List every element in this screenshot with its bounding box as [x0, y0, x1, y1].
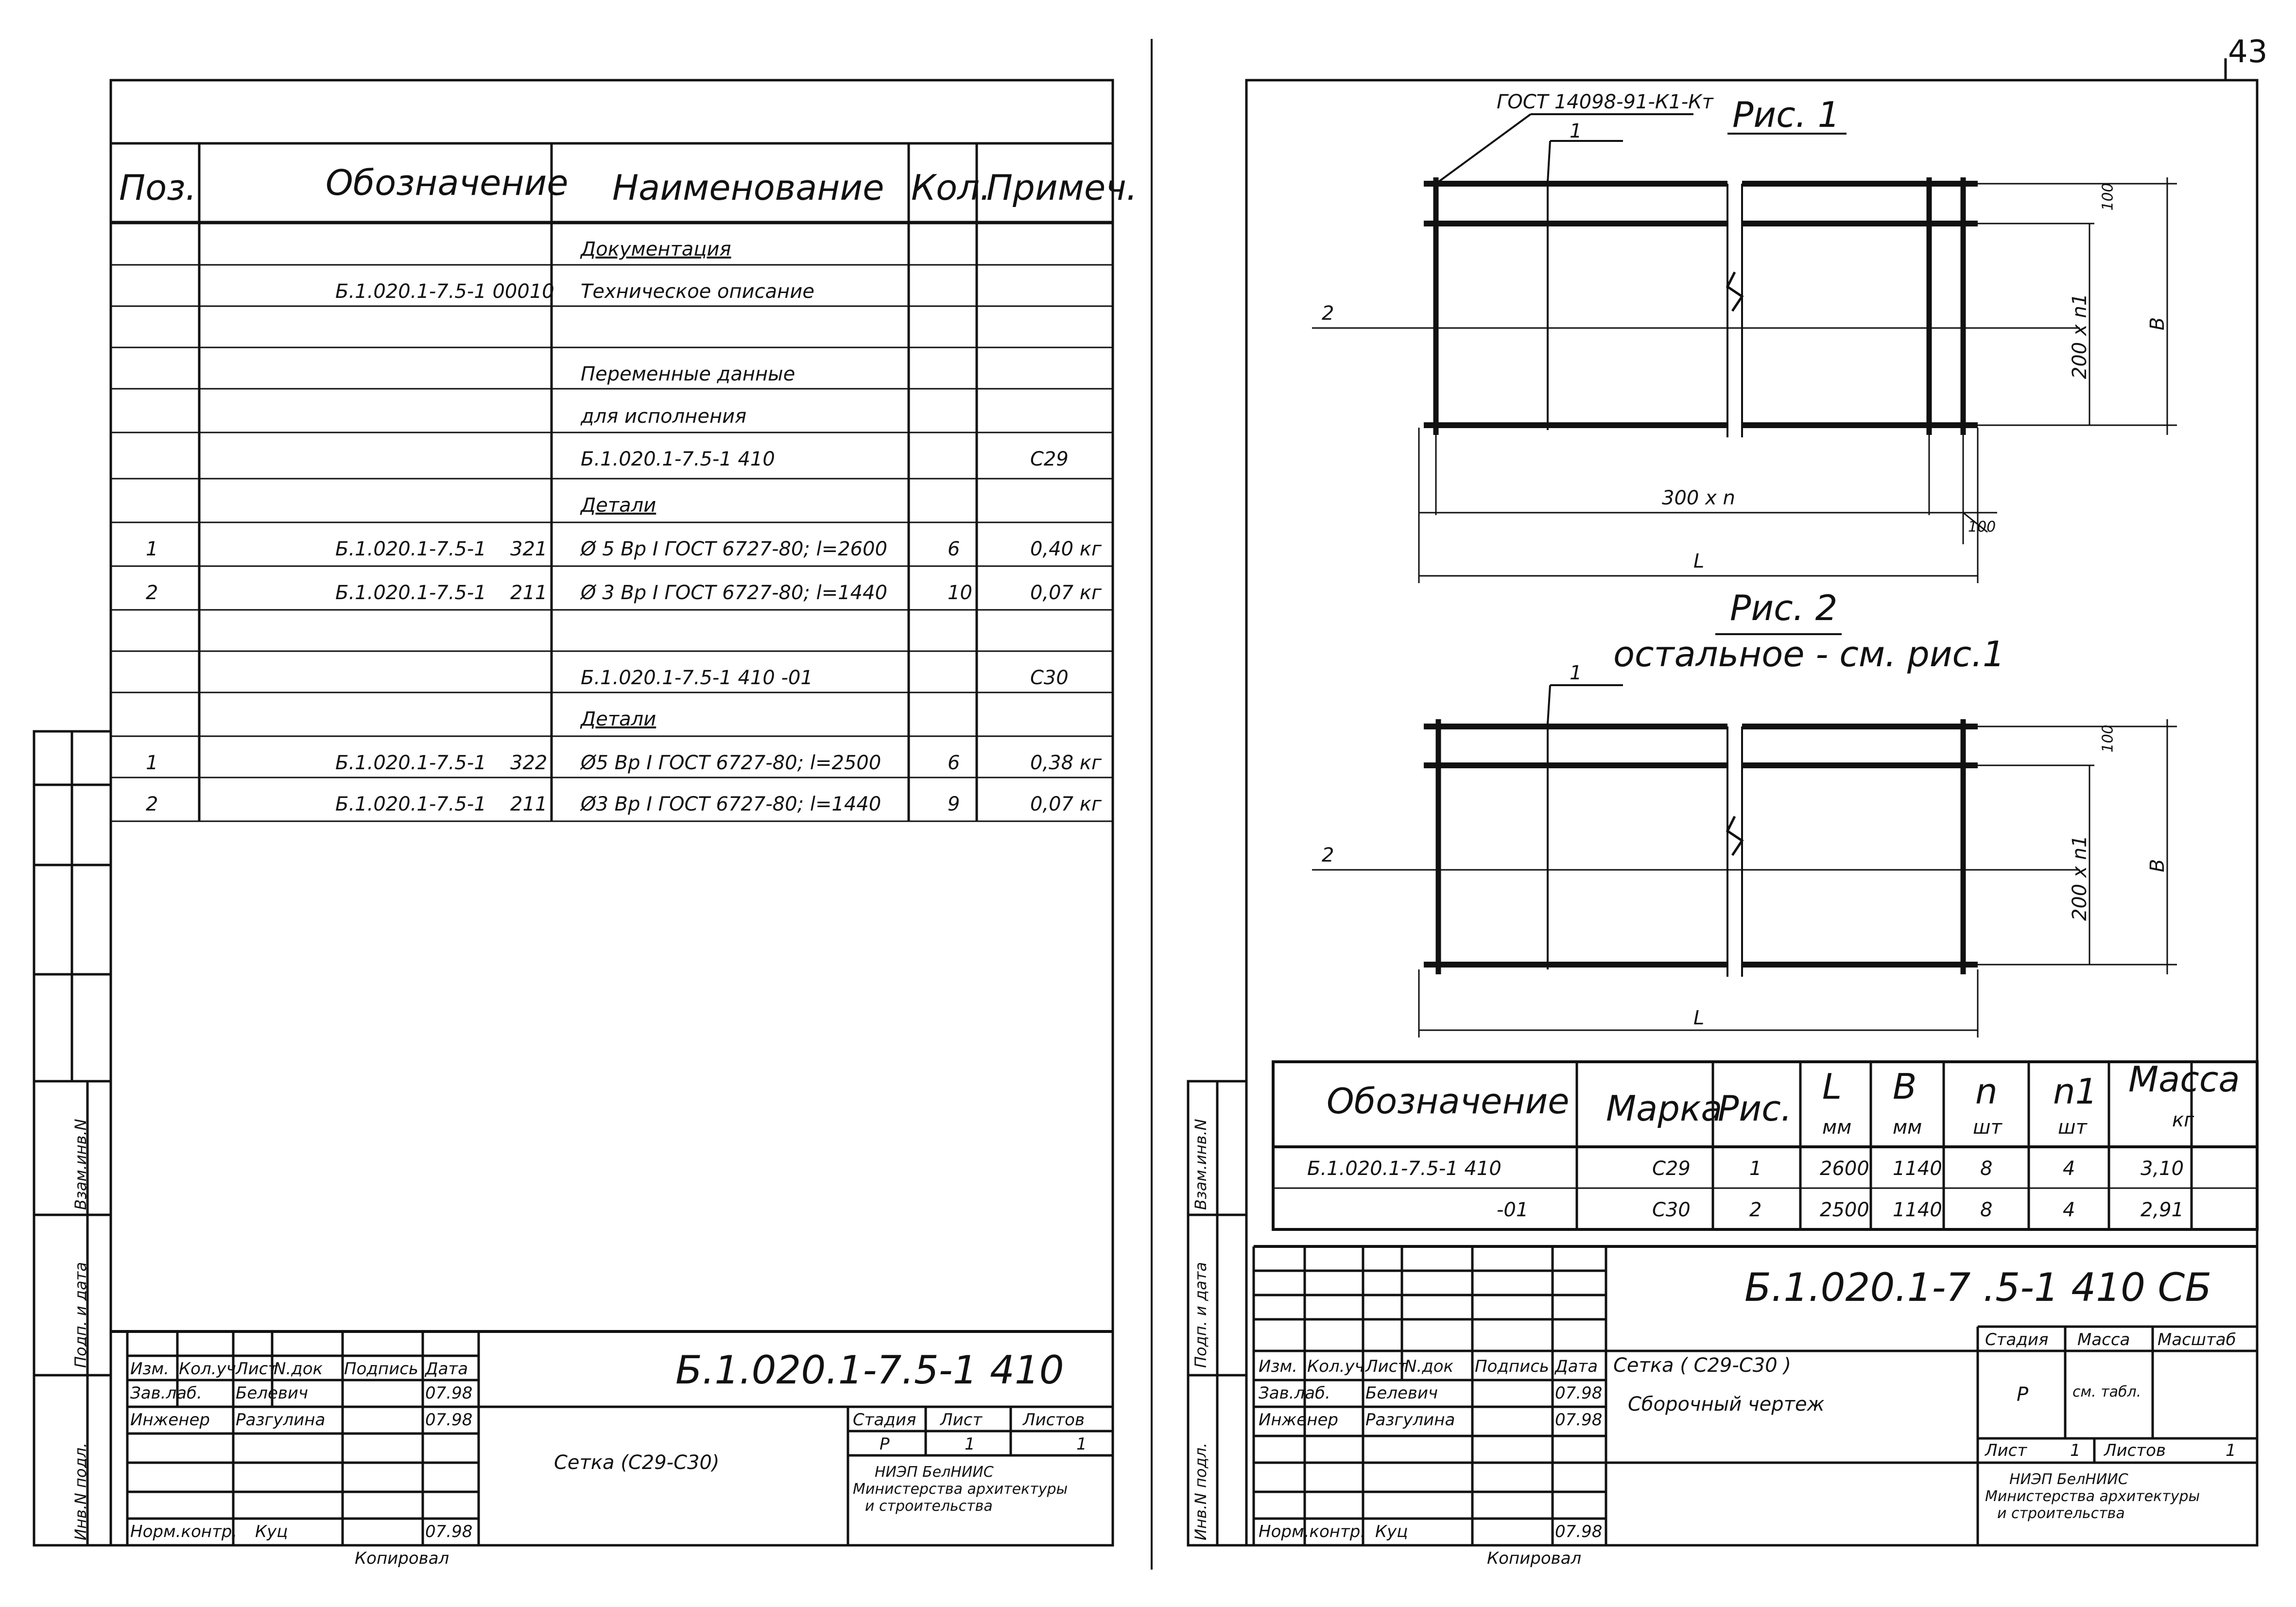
- left-name-2: Куц: [255, 1522, 288, 1541]
- right-name-2: Куц: [1375, 1522, 1408, 1541]
- variant-cell-mass: 2,91: [2141, 1199, 2184, 1221]
- spec-row-pos: 1: [146, 538, 158, 560]
- left-stage: Р: [880, 1434, 890, 1454]
- spec-row-note: 0,40 кг: [1030, 538, 1102, 560]
- variant-cell-fig: 2: [1749, 1199, 1762, 1221]
- right-sheet: 1: [2070, 1441, 2081, 1460]
- left-stamp-code: Б.1.020.1-7.5-1 410: [675, 1348, 1064, 1393]
- side-label-left-0: Взам.инв.N: [71, 1119, 90, 1210]
- variant-cell-mark: С30: [1652, 1199, 1691, 1221]
- right-stamp-title1: Сетка ( С29-С30 ): [1613, 1354, 1791, 1377]
- spec-row-name: Ø5 Вр I ГОСТ 6727-80; l=2500: [581, 752, 881, 774]
- spec-header-note: Примеч.: [986, 167, 1138, 208]
- right-org-0: НИЭП БелНИИС: [2009, 1471, 2128, 1488]
- spec-header-pos: Поз.: [119, 167, 197, 208]
- variant-cell-fig: 1: [1749, 1158, 1762, 1180]
- right-stage-label: Стадия: [1985, 1330, 2049, 1349]
- var-header-designation: Обозначение: [1327, 1081, 1570, 1122]
- right-org-1: Министерства архитектуры: [1985, 1488, 2200, 1505]
- right-stage: Р: [2017, 1383, 2029, 1406]
- right-sheet-label: Лист: [1985, 1441, 2027, 1460]
- spec-row-qty: 6: [948, 538, 960, 560]
- left-sheets-label: Листов: [1023, 1410, 1085, 1430]
- variant-cell-mass: 3,10: [2141, 1158, 2184, 1180]
- page-number: 43: [2228, 34, 2268, 70]
- right-stamp-code: Б.1.020.1-7 .5-1 410 СБ: [1744, 1265, 2212, 1310]
- fig1-dim-200n1: 200 x n1: [2069, 293, 2091, 379]
- spec-row-designation: Б.1.020.1-7.5-1: [335, 793, 486, 815]
- left-sheet-label: Лист: [940, 1410, 983, 1430]
- spec-row-name: Переменные данные: [581, 363, 795, 385]
- spec-row-note: 0,07 кг: [1030, 793, 1102, 815]
- var-header-mark: Марка: [1606, 1088, 1723, 1129]
- var-header-L: L: [1822, 1066, 1842, 1107]
- left-col-date: Дата: [425, 1359, 468, 1379]
- spec-row-pos: 2: [146, 793, 158, 815]
- fig2-dim-B: B: [2146, 859, 2169, 872]
- var-header-n1: n1: [2053, 1071, 2098, 1112]
- spec-row-pos: 2: [146, 582, 158, 604]
- left-date-1: 07.98: [425, 1410, 473, 1430]
- right-role-2: Норм.контр.: [1259, 1522, 1366, 1541]
- spec-row-designation: Б.1.020.1-7.5-1: [335, 582, 486, 604]
- spec-row-name: Ø3 Вр I ГОСТ 6727-80; l=1440: [581, 793, 881, 815]
- spec-row-qty: 9: [948, 793, 960, 815]
- side-label-left-2: Инв.N подл.: [71, 1442, 90, 1540]
- var-header-B-unit: мм: [1893, 1116, 1922, 1139]
- variant-cell-designation: -01: [1497, 1199, 1529, 1221]
- left-date-2: 07.98: [425, 1522, 473, 1541]
- left-col-kol: Кол.уч: [179, 1359, 236, 1379]
- right-org-2: и строительства: [1997, 1505, 2125, 1522]
- var-header-n1-unit: шт: [2058, 1116, 2087, 1139]
- side-label-right-0: Взам.инв.N: [1191, 1119, 1210, 1210]
- left-name-0: Белевич: [236, 1383, 309, 1403]
- right-sheets: 1: [2226, 1441, 2236, 1460]
- spec-row-name: Документация: [581, 238, 731, 260]
- spec-row-name: Б.1.020.1-7.5-1 410: [581, 448, 775, 470]
- var-header-mass: Масса: [2128, 1059, 2240, 1100]
- var-header-B: B: [1893, 1066, 1917, 1107]
- spec-header-name: Наименование: [612, 167, 884, 208]
- fig2-pos1: 1: [1570, 662, 1582, 684]
- gost-callout: ГОСТ 14098-91-К1-Кт: [1497, 91, 1713, 113]
- spec-row-name: Детали: [581, 494, 656, 517]
- spec-row-note: С29: [1030, 448, 1069, 470]
- var-header-fig: Рис.: [1718, 1088, 1792, 1129]
- variant-cell-n: 8: [1980, 1199, 1993, 1221]
- spec-row-pos: 1: [146, 752, 158, 774]
- side-label-right-1: Подп. и дата: [1191, 1262, 1210, 1368]
- side-label-right-2: Инв.N подл.: [1191, 1442, 1210, 1540]
- var-header-n-unit: шт: [1973, 1116, 2002, 1139]
- fig1-dim-L: L: [1693, 550, 1705, 572]
- spec-row-sub: 211: [510, 582, 548, 604]
- right-mass-label: Масса: [2077, 1330, 2130, 1349]
- variant-cell-L: 2500: [1820, 1199, 1869, 1221]
- spec-row-name: для исполнения: [581, 405, 747, 428]
- spec-row-name: Б.1.020.1-7.5-1 410 -01: [581, 667, 813, 689]
- right-role-0: Зав.лаб.: [1259, 1383, 1330, 1403]
- right-date-0: 07.98: [1555, 1383, 1603, 1403]
- variant-cell-n1: 4: [2063, 1199, 2075, 1221]
- fig1-pos2: 2: [1322, 302, 1334, 325]
- spec-row-designation: Б.1.020.1-7.5-1: [335, 538, 486, 560]
- fig1-dim-100-bottom: 100: [1968, 518, 1996, 536]
- var-header-n: n: [1975, 1071, 1998, 1112]
- spec-row-name: Техническое описание: [581, 280, 814, 303]
- left-date-0: 07.98: [425, 1383, 473, 1403]
- spec-row-qty: 6: [948, 752, 960, 774]
- left-name-1: Разгулина: [236, 1410, 326, 1430]
- spec-row-sub: 322: [510, 752, 548, 774]
- left-role-1: Инженер: [130, 1410, 210, 1430]
- right-mass: см. табл.: [2072, 1383, 2141, 1400]
- right-col-izm: Изм.: [1259, 1357, 1297, 1376]
- left-col-ndok: N.док: [274, 1359, 323, 1379]
- left-stamp-title: Сетка (С29-С30): [554, 1451, 720, 1474]
- left-sheets: 1: [1076, 1434, 1087, 1454]
- spec-row-note: 0,38 кг: [1030, 752, 1102, 774]
- variant-cell-n1: 4: [2063, 1158, 2075, 1180]
- right-copied: Копировал: [1487, 1549, 1582, 1568]
- fig1-dim-300n: 300 x n: [1662, 487, 1735, 509]
- right-col-date: Дата: [1555, 1357, 1598, 1376]
- spec-header-qty: Кол.: [911, 167, 991, 208]
- spec-row-name: Детали: [581, 708, 656, 730]
- right-col-kol: Кол.уч: [1307, 1357, 1364, 1376]
- spec-row-designation: Б.1.020.1-7.5-1: [335, 752, 486, 774]
- right-role-1: Инженер: [1259, 1410, 1338, 1430]
- left-col-sign: Подпись: [344, 1359, 418, 1379]
- fig1-pos1: 1: [1570, 120, 1582, 142]
- right-col-sign: Подпись: [1475, 1357, 1549, 1376]
- var-header-mass-unit: кг: [2172, 1109, 2194, 1131]
- left-col-list: Лист: [236, 1359, 278, 1379]
- spec-row-note: 0,07 кг: [1030, 582, 1102, 604]
- right-sheets-label: Листов: [2104, 1441, 2166, 1460]
- right-col-ndok: N.док: [1404, 1357, 1454, 1376]
- spec-row-qty: 10: [948, 582, 972, 604]
- left-role-2: Норм.контр.: [130, 1522, 238, 1541]
- left-stage-label: Стадия: [853, 1410, 916, 1430]
- left-sheet: 1: [965, 1434, 975, 1454]
- variant-cell-B: 1140: [1893, 1158, 1942, 1180]
- right-col-list: Лист: [1365, 1357, 1408, 1376]
- variant-cell-L: 2600: [1820, 1158, 1869, 1180]
- spec-row-sub: 321: [510, 538, 548, 560]
- left-role-0: Зав.лаб.: [130, 1383, 202, 1403]
- fig2-pos2: 2: [1322, 844, 1334, 866]
- fig1-dim-B: B: [2146, 317, 2169, 330]
- fig1-dim-100-top: 100: [2099, 183, 2117, 211]
- left-copied: Копировал: [355, 1549, 449, 1568]
- right-scale-label: Масштаб: [2158, 1330, 2236, 1349]
- left-col-izm: Изм.: [130, 1359, 169, 1379]
- fig2-dim-L: L: [1693, 1007, 1705, 1029]
- spec-header-designation: Обозначение: [326, 162, 569, 203]
- spec-row-name: Ø 5 Вр I ГОСТ 6727-80; l=2600: [581, 538, 888, 560]
- left-org-0: НИЭП БелНИИС: [875, 1464, 994, 1481]
- variant-cell-mark: С29: [1652, 1158, 1691, 1180]
- fig2-title: Рис. 2: [1730, 588, 1838, 628]
- variant-cell-n: 8: [1980, 1158, 1993, 1180]
- spec-row-note: С30: [1030, 667, 1069, 689]
- spec-row-sub: 211: [510, 793, 548, 815]
- variant-cell-B: 1140: [1893, 1199, 1942, 1221]
- right-name-1: Разгулина: [1365, 1410, 1455, 1430]
- left-org-1: Министерства архитектуры: [853, 1481, 1068, 1498]
- fig2-note: остальное - см. рис.1: [1613, 634, 2005, 674]
- variant-cell-designation: Б.1.020.1-7.5-1 410: [1307, 1158, 1502, 1180]
- fig2-dim-100-top: 100: [2099, 725, 2117, 753]
- right-date-2: 07.98: [1555, 1522, 1603, 1541]
- right-name-0: Белевич: [1365, 1383, 1438, 1403]
- var-header-L-unit: мм: [1822, 1116, 1852, 1139]
- side-label-left-1: Подп. и дата: [71, 1262, 90, 1368]
- spec-row-name: Ø 3 Вр I ГОСТ 6727-80; l=1440: [581, 582, 888, 604]
- left-org-2: и строительства: [865, 1498, 993, 1515]
- fig2-dim-200n1: 200 x n1: [2069, 835, 2091, 921]
- spec-row-designation: Б.1.020.1-7.5-1 00010: [335, 280, 554, 303]
- right-stamp-title2: Сборочный чертеж: [1628, 1393, 1825, 1416]
- fig1-title: Рис. 1: [1732, 94, 1840, 135]
- right-date-1: 07.98: [1555, 1410, 1603, 1430]
